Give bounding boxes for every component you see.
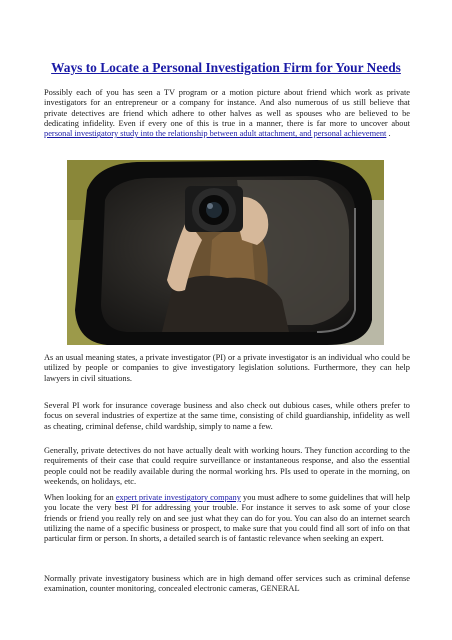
paragraph-guidelines [44,493,410,544]
intro-link[interactable]: personal investigatory study into the relationship between adult attachment, and personal achievement [44,129,387,139]
paragraph-guidelines-start: When looking for an [44,493,116,502]
paragraph-specialties: Several PI work for insurance coverage business and also check out dubious cases, while others prefer to focus on several industries of expertize at the same time, consisting of child guardianship, infidelity as well as cheating, criminal defense, child wardship, simply to name a few. [44,401,410,431]
paragraph-intro-end: . [386,129,391,139]
paragraph-guidelines-rest: you must adhere to some guidelines that will help you locate the very best PI for addressing your trouble. For instance it serves to ask some of your close friends or friend you really rely on and see just what they can do for you. You can also do an internet search utilizing the name of a specific business or prospect, to make sure that you could find all sort of info on that particular firm or person. In shorts, a detailed search is of fantastic relevance when seeking an expert. [44,493,410,544]
photo-camera-in-mirror [67,160,384,345]
paragraph-services: Normally private investigatory business which are in high demand offer services such as criminal defense examination, counter monitoring, concealed electronic cameras, GENERAL [44,574,410,594]
paragraph-definition: As an usual meaning states, a private investigator (PI) or a private investigator is an individual who could be utilized by people or companies to give investigatory legislation solutions. Furthermore, they can help lawyers in civil situations. [44,353,410,383]
paragraph-intro-text: Possibly each of you has seen a TV program or a motion picture about friend which work as private investigators for an entrepreneur or a company for instance. And also numerous of us still believe that private detectives are friend which adhere to other halves as well as spouses who are believed to be dedicating infidelity. Even if every one of this is true in a manner, there is far more to uncover about [44,88,410,128]
paragraph-working-hours: Generally, private detectives do not have actually dealt with working hours. They function according to the requirements of their case that could require surveillance or instantaneous response, and also the essential people could not be readily available during the normal working hrs. PIs used to operate in the morning, on weekends, on holidays, etc. [44,446,410,486]
expert-company-link[interactable]: expert private investigatory company [115,493,241,502]
mirror-photo-illustration [67,160,384,345]
paragraph-intro [44,88,410,139]
page-title: Ways to Locate a Personal Investigation Firm for Your Needs [51,60,401,75]
